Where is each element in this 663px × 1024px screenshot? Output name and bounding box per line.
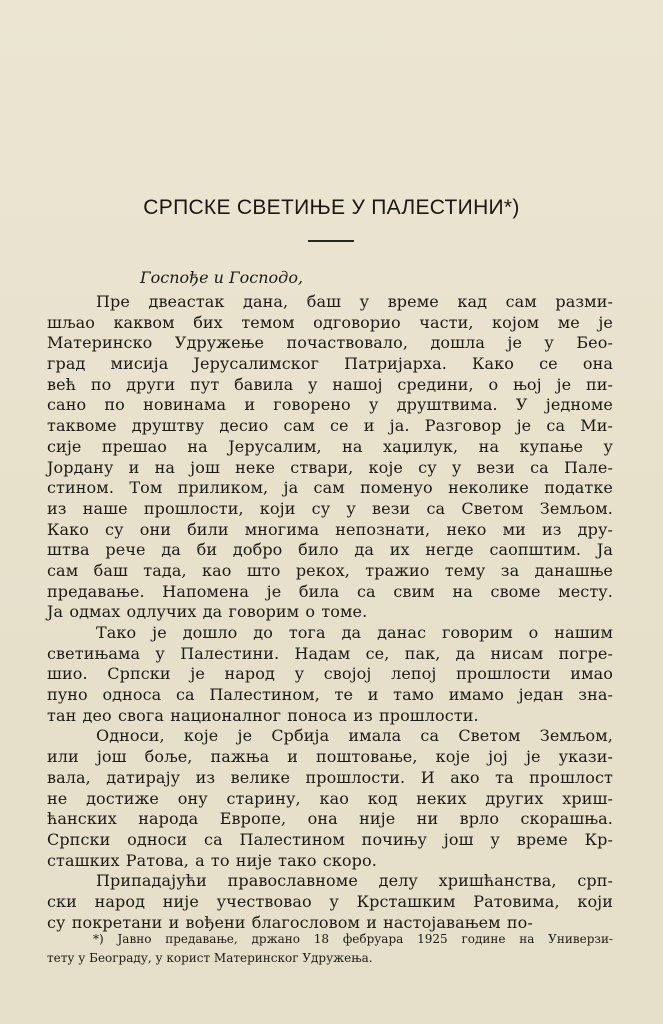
- text-line: таквоме друштву десио сам се и ја. Разговор је са Ми-: [47, 416, 613, 436]
- text-line: светињама у Палестини. Надам се, пак, да нисам погре-: [47, 643, 613, 663]
- text-line: Тако је дошло до тога да данас говорим о нашим: [96, 623, 613, 642]
- footnote: [47, 930, 613, 968]
- text-line: пуно односа са Палестином, те и тамо имамо један зна-: [47, 685, 613, 705]
- text-line: већ по други пут бавила у нашој средини, о њој је пи-: [47, 374, 613, 394]
- text-line: из наше прошлости, који су у вези са Светом Земљом.: [47, 498, 613, 518]
- text-line: Српски односи са Палестином почињу још у време Кр-: [47, 829, 613, 849]
- text-line: предавање. Напомена је била са свим на своме месту.: [47, 581, 613, 601]
- text-line: Односи, које је Србија имала са Светом Земљом,: [96, 726, 613, 746]
- text-line: или још боље, пажња и поштовање, које јој је укази-: [47, 747, 613, 767]
- text-line: Јордану и на још неке ствари, које су у вези са Пале-: [47, 457, 613, 477]
- page-title: СРПСКЕ СВЕТИЊЕ У ПАЛЕСТИНИ*): [143, 196, 520, 219]
- text-line: стином. Том приликом, ја сам поменуо неколике податке: [47, 478, 613, 498]
- text-line: сташких Ратова, а то није тако скоро.: [47, 850, 377, 870]
- text-line: шио. Српски је народ у својој лепој прошлости имао: [47, 664, 613, 684]
- text-line: су покретани и вођени благословом и настојавањем по-: [47, 912, 533, 932]
- text-line: град мисија Јерусалимског Патријарха. Како се она: [47, 354, 613, 374]
- text-line: ски народ није учествовао у Крсташким Ратовима, који: [47, 891, 613, 911]
- text-line: тан део свога националног поноса из прошлости.: [47, 705, 479, 725]
- text-line: не достиже ону старину, као код неких других хриш-: [47, 788, 613, 808]
- text-line: ћанских народа Европе, она није ни врло скорашња.: [47, 809, 613, 829]
- text-line: штва рече да би добро било да их негде саопштим. Ја: [47, 540, 613, 560]
- text-line: Како су они били многима непознати, неко ми из дру-: [47, 519, 613, 539]
- text-line: Ја одмах одлучих да говорим о томе.: [47, 602, 368, 622]
- footnote-line: тету у Београду, у корист Материнског Удружења.: [47, 951, 373, 965]
- body-text: [47, 292, 613, 933]
- footnote-line: *) Јавно предавање, држано 18 фебруара 1925 године на Универзи-: [93, 932, 613, 946]
- salutation: Госпође и Господо,: [140, 268, 304, 287]
- text-line: Припадајући православноме делу хришћанства, срп-: [96, 871, 613, 891]
- text-line: шљао каквом бих темом одговорио части, којом ме је: [47, 312, 613, 332]
- text-line: вала, датирају из велике прошлости. И ако та прошлост: [47, 767, 613, 787]
- text-line: сије прешао на Јерусалим, на хаџилук, на купање у: [47, 436, 613, 456]
- text-line: Пре двеастак дана, баш у време кад сам разми-: [96, 292, 613, 311]
- text-line: сано по новинама и говорено у друштвима. У једноме: [47, 395, 613, 415]
- title-divider: [308, 240, 354, 242]
- text-line: сам баш тада, као што рекох, тражио тему за данашње: [47, 560, 613, 580]
- text-line: Материнско Удружење почаствовало, дошла је у Бео-: [47, 333, 613, 353]
